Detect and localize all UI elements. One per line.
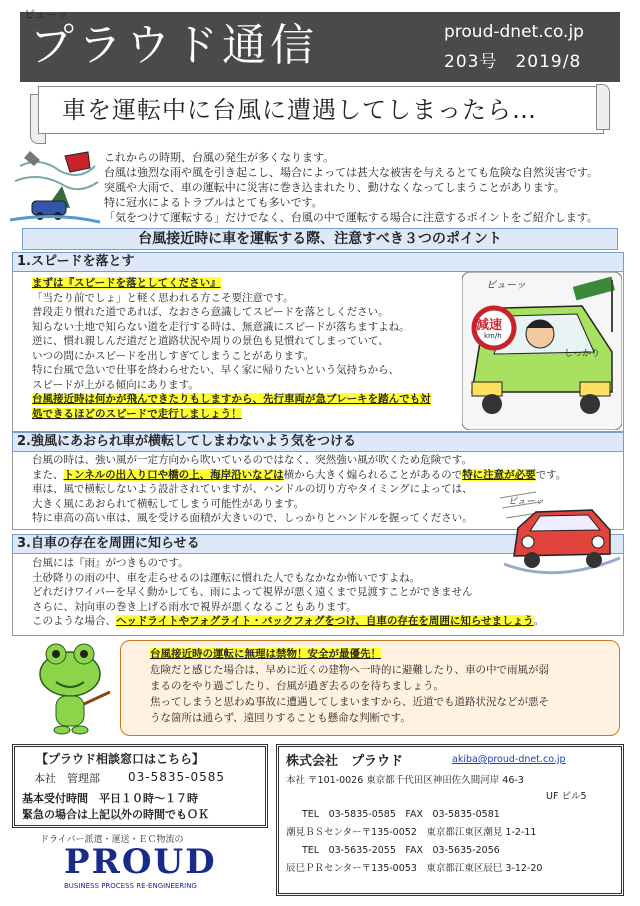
company-email[interactable]: akiba@proud-dnet.co.jp (452, 754, 566, 765)
section2-text-part: 横から大きく煽られることがあるので (283, 468, 463, 481)
company-name: 株式会社 プラウド (286, 754, 404, 769)
section2-text (32, 453, 566, 526)
newsletter-title: プラウド通信 (30, 20, 318, 71)
section1-line: スピードが上がる傾向にあります。 (32, 378, 199, 391)
section1-line: 特に台風で急いで仕事を終わらせたい、早く家に帰りたいという気持ちから、 (32, 364, 400, 376)
consult-phone[interactable]: 03-5835-0585 (128, 770, 226, 784)
section3-line: さらに、対向車の巻き上げる雨水で視界が悪くなることもあります。 (32, 600, 357, 613)
section1-line: 普段走り慣れた道であれば、なおさら意識してスピードを落としください。 (32, 306, 389, 318)
section3-line: 台風には『雨』がつきものです。 (32, 557, 189, 569)
logo-subtitle: BUSINESS PROCESS RE-ENGINEERING (64, 882, 197, 890)
section1-heading: 1.スピードを落とす (12, 252, 624, 272)
section1-line: いつの間にかスピードを出しすぎてしまうことがあります。 (32, 349, 315, 362)
section1-line: 逆に、慣れ親しんだ道だと道路状況や周りの景色も見慣れてしまっていて、 (32, 335, 389, 347)
slow-down-sign: 減速 (476, 318, 503, 333)
intro-line: 突風や大雨で、車の運転中に災害に巻き込まれたり、動けなくなってしまうことがあります。 (104, 181, 565, 194)
intro-text (104, 150, 634, 225)
section1-lead: まずは『スピードを落としてください』 (32, 277, 221, 289)
shiomi-center: 潮見ＢＳセンター〒135-0052 東京都江東区潮見 1-2-11 (286, 827, 537, 838)
section2-line: 大きく風にあおられて横転してしまう可能性があります。 (32, 497, 305, 510)
section3-heading: 3.自車の存在を周囲に知らせる (12, 534, 624, 554)
driver-label: しっかり (564, 349, 601, 359)
intro-line: 台風は強烈な雨や風を引き起こし、場合によっては甚大な被害を与えるとても危険な自然災害です。 (104, 166, 599, 179)
storm-illustration-icon (10, 146, 100, 226)
hq-address: 本社 〒101-0026 東京都千代田区神田佐久間河岸 46-3 (286, 775, 524, 786)
advice-line: まるのをやり過ごしたり、台風が過ぎ去るのを待ちましょう。 (150, 680, 444, 692)
shiomi-tel-fax: TEL 03-5635-2055 FAX 03-5635-2056 (302, 845, 500, 856)
wind-label: ビューッ (508, 497, 545, 507)
wind-label: ビューッ (24, 8, 68, 21)
advice-line: うな箇所は通らず、遠回りすることも懸命な判断です。 (150, 712, 411, 724)
logo-tagline: ドライバー派遣・運送・ＥＣ物流の (40, 835, 184, 845)
section1-line: 知らない土地で知らない道を走行する時は、無意識にスピードが落ちますよね。 (32, 320, 410, 333)
advice-line: 焦ってしまうと思わぬ事故に遭遇してしまいますから、近道でも道路状況などが悪そ (150, 696, 549, 708)
section3-text-part: このような場合、 (32, 615, 116, 627)
intro-line: これからの時期、台風の発生が多くなります。 (104, 151, 335, 164)
intro-line: 「気をつけて運転する」だけでなく、台風の中で運転する場合に注意するポイントをご紹介します。 (104, 211, 598, 224)
section3-text (32, 556, 544, 629)
section1-emphasis: 処できるほどのスピードで走行しましょう！ (32, 407, 242, 420)
section1-emphasis: 台風接近時は何かが飛んできたりもしますから、先行車両が急ブレーキを踏んでも対 (32, 393, 431, 405)
section2-highlight: トンネルの出入り口や橋の上、海岸沿いなどは (63, 468, 284, 481)
wind-label: ビューッ (486, 280, 526, 291)
hq-building: UF ビル5 (546, 791, 587, 802)
section1-text (32, 276, 431, 421)
section2-line: 特に車高の高い車は、風を受ける面積が大きいので、しっかりとハンドルを握ってください。 (32, 512, 473, 524)
site-url[interactable]: proud-dnet.co.jp (444, 22, 584, 42)
section2-line: 車は、風で横転しないよう設計されていますが、ハンドルの切り方やタイミングによっては、 (32, 483, 473, 495)
advice-text (150, 646, 615, 726)
points-title: 台風接近時に車を運転する際、注意すべき３つのポイント (22, 228, 618, 250)
headline: 車を運転中に台風に遭遇してしまったら… (62, 96, 537, 124)
section3-line: 土砂降りの雨の中、車を走らせるのは運転に慣れた人でもなかなか怖いですよね。 (32, 571, 421, 584)
section1-line: 「当たり前でしょ」と軽く思われる方こそ要注意です。 (32, 291, 294, 304)
advice-line: 危険だと感じた場合は、早めに近くの建物へ一時的に避難したり、車の中で雨風が弱 (150, 664, 549, 676)
section2-text-part: また、 (32, 468, 64, 481)
scroll-curl-right (596, 84, 610, 130)
section3-line: どれだけワイパーを早く動かしても、雨によって視界が悪く遠くまで見渡すことができません (32, 586, 473, 598)
section2-heading: 2.強風にあおられ車が横転してしまわないよう気をつける (12, 432, 624, 452)
issue-number: 203号 2019/8 (444, 52, 582, 72)
advice-title: 台風接近時の運転に無理は禁物！安全が最優先！ (150, 648, 381, 660)
section3-text-part: 。 (533, 615, 545, 627)
tatsumi-center: 辰巳ＰＲセンター〒135-0053 東京都江東区辰巳 3-12-20 (286, 863, 543, 874)
section2-text-part: です。 (535, 468, 567, 481)
consult-hours: 基本受付時間 平日１０時〜１７時 (22, 792, 198, 805)
hq-tel-fax: TEL 03-5835-0585 FAX 03-5835-0581 (302, 809, 500, 820)
section3-highlight: ヘッドライトやフォグライト・バックフォグをつけ、自車の存在を周囲に知らせましょう (116, 615, 534, 627)
intro-line: 特に冠水によるトラブルはとても多いです。 (104, 196, 323, 209)
section2-highlight: 特に注意が必要 (462, 468, 536, 481)
frog-mascot-icon (30, 640, 120, 740)
consult-title: 【プラウド相談窓口はこちら】 (36, 752, 205, 766)
section2-line: 台風の時は、強い風が一定方向から吹いているのではなく、突然強い風が吹くため危険です。 (32, 454, 472, 466)
consult-department: 本社 管理部 (34, 772, 100, 785)
consult-emergency: 緊急の場合は上記以外の時間でもＯＫ (22, 808, 209, 821)
sign-unit: km/h (484, 332, 502, 340)
proud-logo: PROUD (64, 842, 217, 882)
